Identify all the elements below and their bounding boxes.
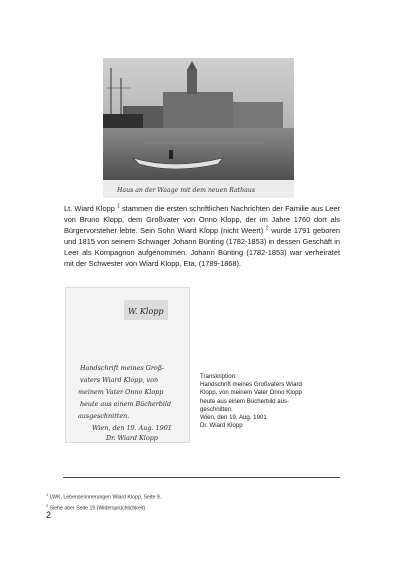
footnote-ref-2[interactable]: 2: [265, 225, 269, 232]
footnote-divider: [63, 477, 340, 478]
photo-caption: Haus an der Waage mit dem neuen Rathaus: [117, 187, 256, 194]
harbour-photo: [103, 58, 294, 198]
footnotes: [46, 491, 161, 512]
handwritten-letter-drawing: [66, 288, 189, 442]
footnote-number: 1: [46, 492, 49, 497]
letter-line: ausgeschnitten.: [78, 412, 130, 420]
footnote-text: LWK, Lebenserinnerungen Wiard Klopp, Seite 9.: [48, 494, 162, 501]
transcription-line: geschnitten.: [200, 405, 233, 413]
handwritten-letter-image: [65, 287, 190, 443]
paragraph-text-2: stammen die ersten schriftlichen Nachrichten der Familie aus Leer von Bruno Klopp, dem Großvater von Onno Klopp, der im Jahre 1760 dort als Bürgervorsteher lebte. Sein Sohn Wiard Klopp (nicht Weert): [64, 204, 340, 235]
letter-line: vaters Wiard Klopp, von: [80, 376, 159, 384]
letter-line: meinem Vater Onno Klopp: [78, 388, 164, 396]
footnote-text: Siehe aber Seite 19 (Widersprüchlichkeit).: [48, 505, 147, 512]
transcription-line: heute aus einem Bücherbild aus-: [200, 397, 290, 405]
paragraph-text-3: wurde 1791 geboren und 1815 von seinem Schwager Johann Bünting (1782-1853) in dessen Geschäft in Leer als Kompagnon aufgenommen. Johann Bünting (1782-1853) war verheiratet mit der Schwester von Wiard Klopp, Eta, (1789-1868).: [64, 226, 340, 268]
transcription-line: Klopp, von meinem Vater Onno Klopp: [200, 389, 302, 397]
letter-signature: Dr. Wiard Klopp: [106, 434, 158, 442]
footnote-ref-1[interactable]: 1: [117, 203, 120, 210]
transcription-block: [200, 373, 320, 430]
harbour-photo-drawing: [103, 58, 294, 198]
footnote-2: [46, 502, 161, 513]
letter-line: heute aus einem Bücherbild: [80, 400, 172, 408]
paragraph-text-1: Lt. Wiard Klopp: [64, 204, 117, 213]
transcription-heading: Transkription:: [200, 373, 237, 380]
transcription-line: Wien, den 19. Aug. 1901: [200, 414, 267, 422]
letter-stamp: W. Klopp: [128, 307, 164, 316]
footnote-number: 2: [46, 502, 49, 508]
transcription-line: Handschrift meines Großvaters Wiard: [200, 381, 302, 389]
page-number: 2: [46, 510, 52, 520]
body-paragraph: [64, 203, 340, 269]
transcription-signature: Dr. Wiard Klopp: [200, 422, 243, 430]
letter-line: Wien, den 19. Aug. 1901: [92, 424, 172, 432]
footnote-1: [46, 491, 161, 502]
letter-line: Handschrift meines Groß-: [80, 364, 165, 372]
